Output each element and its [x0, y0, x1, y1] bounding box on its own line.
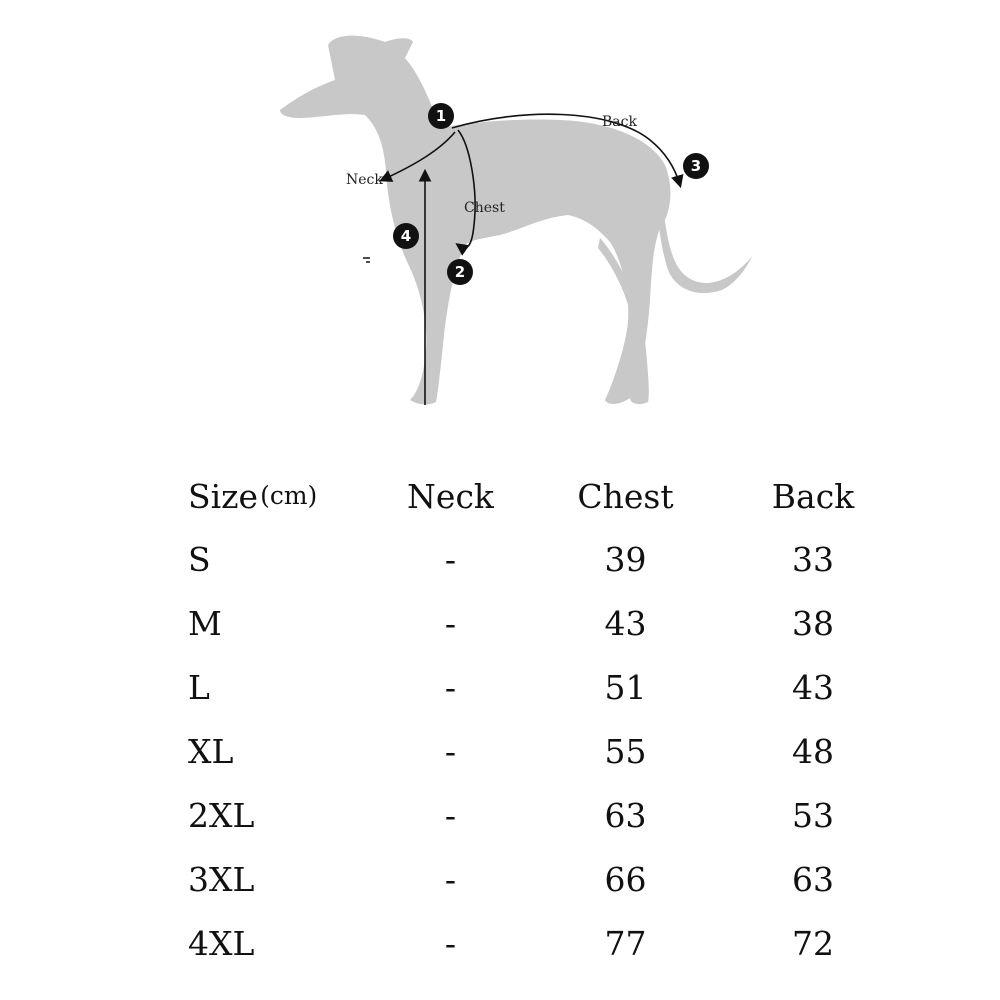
- back-cell: 33: [792, 539, 834, 579]
- size-cell: 4XL: [188, 923, 255, 963]
- back-cell: 63: [792, 859, 834, 899]
- marker-2: [447, 259, 473, 285]
- neck-cell: -: [444, 795, 457, 835]
- back-cell: 53: [792, 795, 834, 835]
- back-cell: 43: [792, 667, 834, 707]
- table-header-row: [188, 465, 903, 527]
- table-row: [188, 783, 903, 847]
- dog-measurement-diagram: [0, 0, 1000, 430]
- neck-cell: -: [444, 667, 457, 707]
- svg-text:2: 2: [454, 263, 466, 281]
- tick-mark: [363, 258, 370, 262]
- table-row: [188, 719, 903, 783]
- dog-silhouette: [280, 36, 752, 405]
- size-cell: 3XL: [188, 859, 255, 899]
- table-row: [188, 847, 903, 911]
- size-header: [188, 465, 373, 527]
- back-header: Back: [771, 476, 855, 516]
- size-cell: S: [188, 539, 211, 579]
- marker-1: [428, 103, 454, 129]
- chest-cell: 51: [604, 667, 647, 707]
- back-cell: 48: [792, 731, 834, 771]
- marker-3: [683, 153, 709, 179]
- chest-cell: 43: [604, 603, 647, 643]
- table-row: [188, 527, 903, 591]
- size-cell: XL: [188, 731, 234, 771]
- svg-text:3: 3: [690, 157, 702, 175]
- back-label: Back: [602, 114, 637, 130]
- size-cell: L: [188, 667, 210, 707]
- size-cell: M: [188, 603, 222, 643]
- table-row: [188, 655, 903, 719]
- chest-cell: 63: [604, 795, 647, 835]
- chest-label: Chest: [464, 200, 505, 216]
- chest-header: Chest: [577, 476, 674, 516]
- back-cell: 38: [792, 603, 834, 643]
- table-row: [188, 911, 903, 975]
- neck-cell: -: [444, 731, 457, 771]
- chest-cell: 66: [604, 859, 647, 899]
- neck-cell: -: [444, 923, 457, 963]
- chest-cell: 55: [604, 731, 647, 771]
- neck-cell: -: [444, 859, 457, 899]
- table-row: [188, 591, 903, 655]
- size-chart-table: [188, 465, 903, 975]
- neck-label: Neck: [346, 172, 383, 188]
- chest-cell: 39: [604, 539, 647, 579]
- marker-4: [393, 223, 419, 249]
- svg-text:4: 4: [400, 227, 412, 245]
- size-header-label: Size: [188, 476, 259, 516]
- neck-cell: -: [444, 603, 457, 643]
- neck-cell: -: [444, 539, 457, 579]
- svg-text:1: 1: [435, 107, 447, 125]
- unit-label: (cm): [260, 480, 318, 510]
- back-cell: 72: [792, 923, 834, 963]
- neck-header: Neck: [407, 476, 494, 516]
- chest-cell: 77: [604, 923, 647, 963]
- size-cell: 2XL: [188, 795, 255, 835]
